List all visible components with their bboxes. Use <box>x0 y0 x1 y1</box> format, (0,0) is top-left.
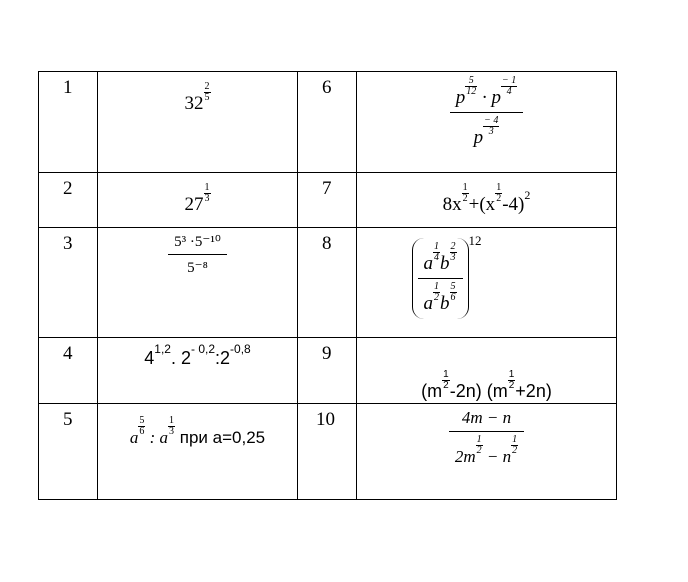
table-row <box>39 173 617 228</box>
expression-cell <box>357 404 617 500</box>
row-number-cell <box>298 173 357 228</box>
row-number-cell <box>39 228 98 338</box>
task-number-9: 9 <box>322 343 332 364</box>
task-number-7: 7 <box>322 178 332 199</box>
task-number-10: 10 <box>316 409 335 430</box>
expression-2: 27 $\frac{1}{3}$ <box>184 182 210 215</box>
task-number-1: 1 <box>63 77 73 98</box>
expression-cell <box>357 338 617 404</box>
expression-1: 32 $\frac{2}{5}$ <box>184 81 210 114</box>
expression-cell <box>98 173 298 228</box>
task-number-6: 6 <box>322 77 332 98</box>
expression-8: a $\frac{1}{4}$ b $\frac{2}{3}$ a $\frac{1}{2}$ b $\frac{5}{6}$ $^{12}$ <box>277 233 616 319</box>
expression-cell <box>357 72 617 173</box>
task-number-2: 2 <box>63 178 73 199</box>
table-row <box>39 404 617 500</box>
row-number-cell <box>39 173 98 228</box>
task-number-5: 5 <box>63 409 73 430</box>
table-row <box>39 72 617 173</box>
table-row <box>39 228 617 338</box>
expression-cell <box>357 228 617 338</box>
expression-cell <box>98 404 298 500</box>
task-number-4: 4 <box>63 343 73 364</box>
row-number-cell <box>298 404 357 500</box>
row-number-cell <box>298 72 357 173</box>
expression-3: $\frac{\text{5³ ·5⁻¹⁰}}{\text{5⁻⁸}}$ <box>98 232 297 277</box>
expression-10: 4m − n 2m $\frac{1}{2}$ − n $\frac{1}{2}$ <box>357 408 616 467</box>
expression-cell <box>357 173 617 228</box>
expression-6: p $\frac{5}{12}$ · p $\frac{- 1}{4}$ p $\frac{- 4}{3}$ <box>357 76 616 149</box>
table-row <box>39 338 617 404</box>
task-number-3: 3 <box>63 233 73 254</box>
row-number-cell <box>39 404 98 500</box>
row-number-cell <box>39 72 98 173</box>
row-number-cell <box>298 338 357 404</box>
expression-4: 4$^{1,2}$. $2^{- 0,2}:2^{-0,8}$ <box>144 342 251 368</box>
row-number-cell <box>39 338 98 404</box>
expression-cell <box>98 228 298 338</box>
task-number-8: 8 <box>322 233 332 254</box>
expression-9: (m $\frac{1}{2}$ -2n) (m $\frac{1}{2}$ +2n) <box>421 369 552 401</box>
expression-5: a $\frac{5}{6}$ : a $\frac{1}{3}$ при a=0,25 <box>129 415 266 447</box>
expression-cell <box>98 72 298 173</box>
expression-cell <box>98 338 298 404</box>
expression-7: 8x $\frac{1}{2}$ +(x $\frac{1}{2}$ -4)$^2$ <box>442 182 531 215</box>
exercise-table <box>38 71 617 500</box>
